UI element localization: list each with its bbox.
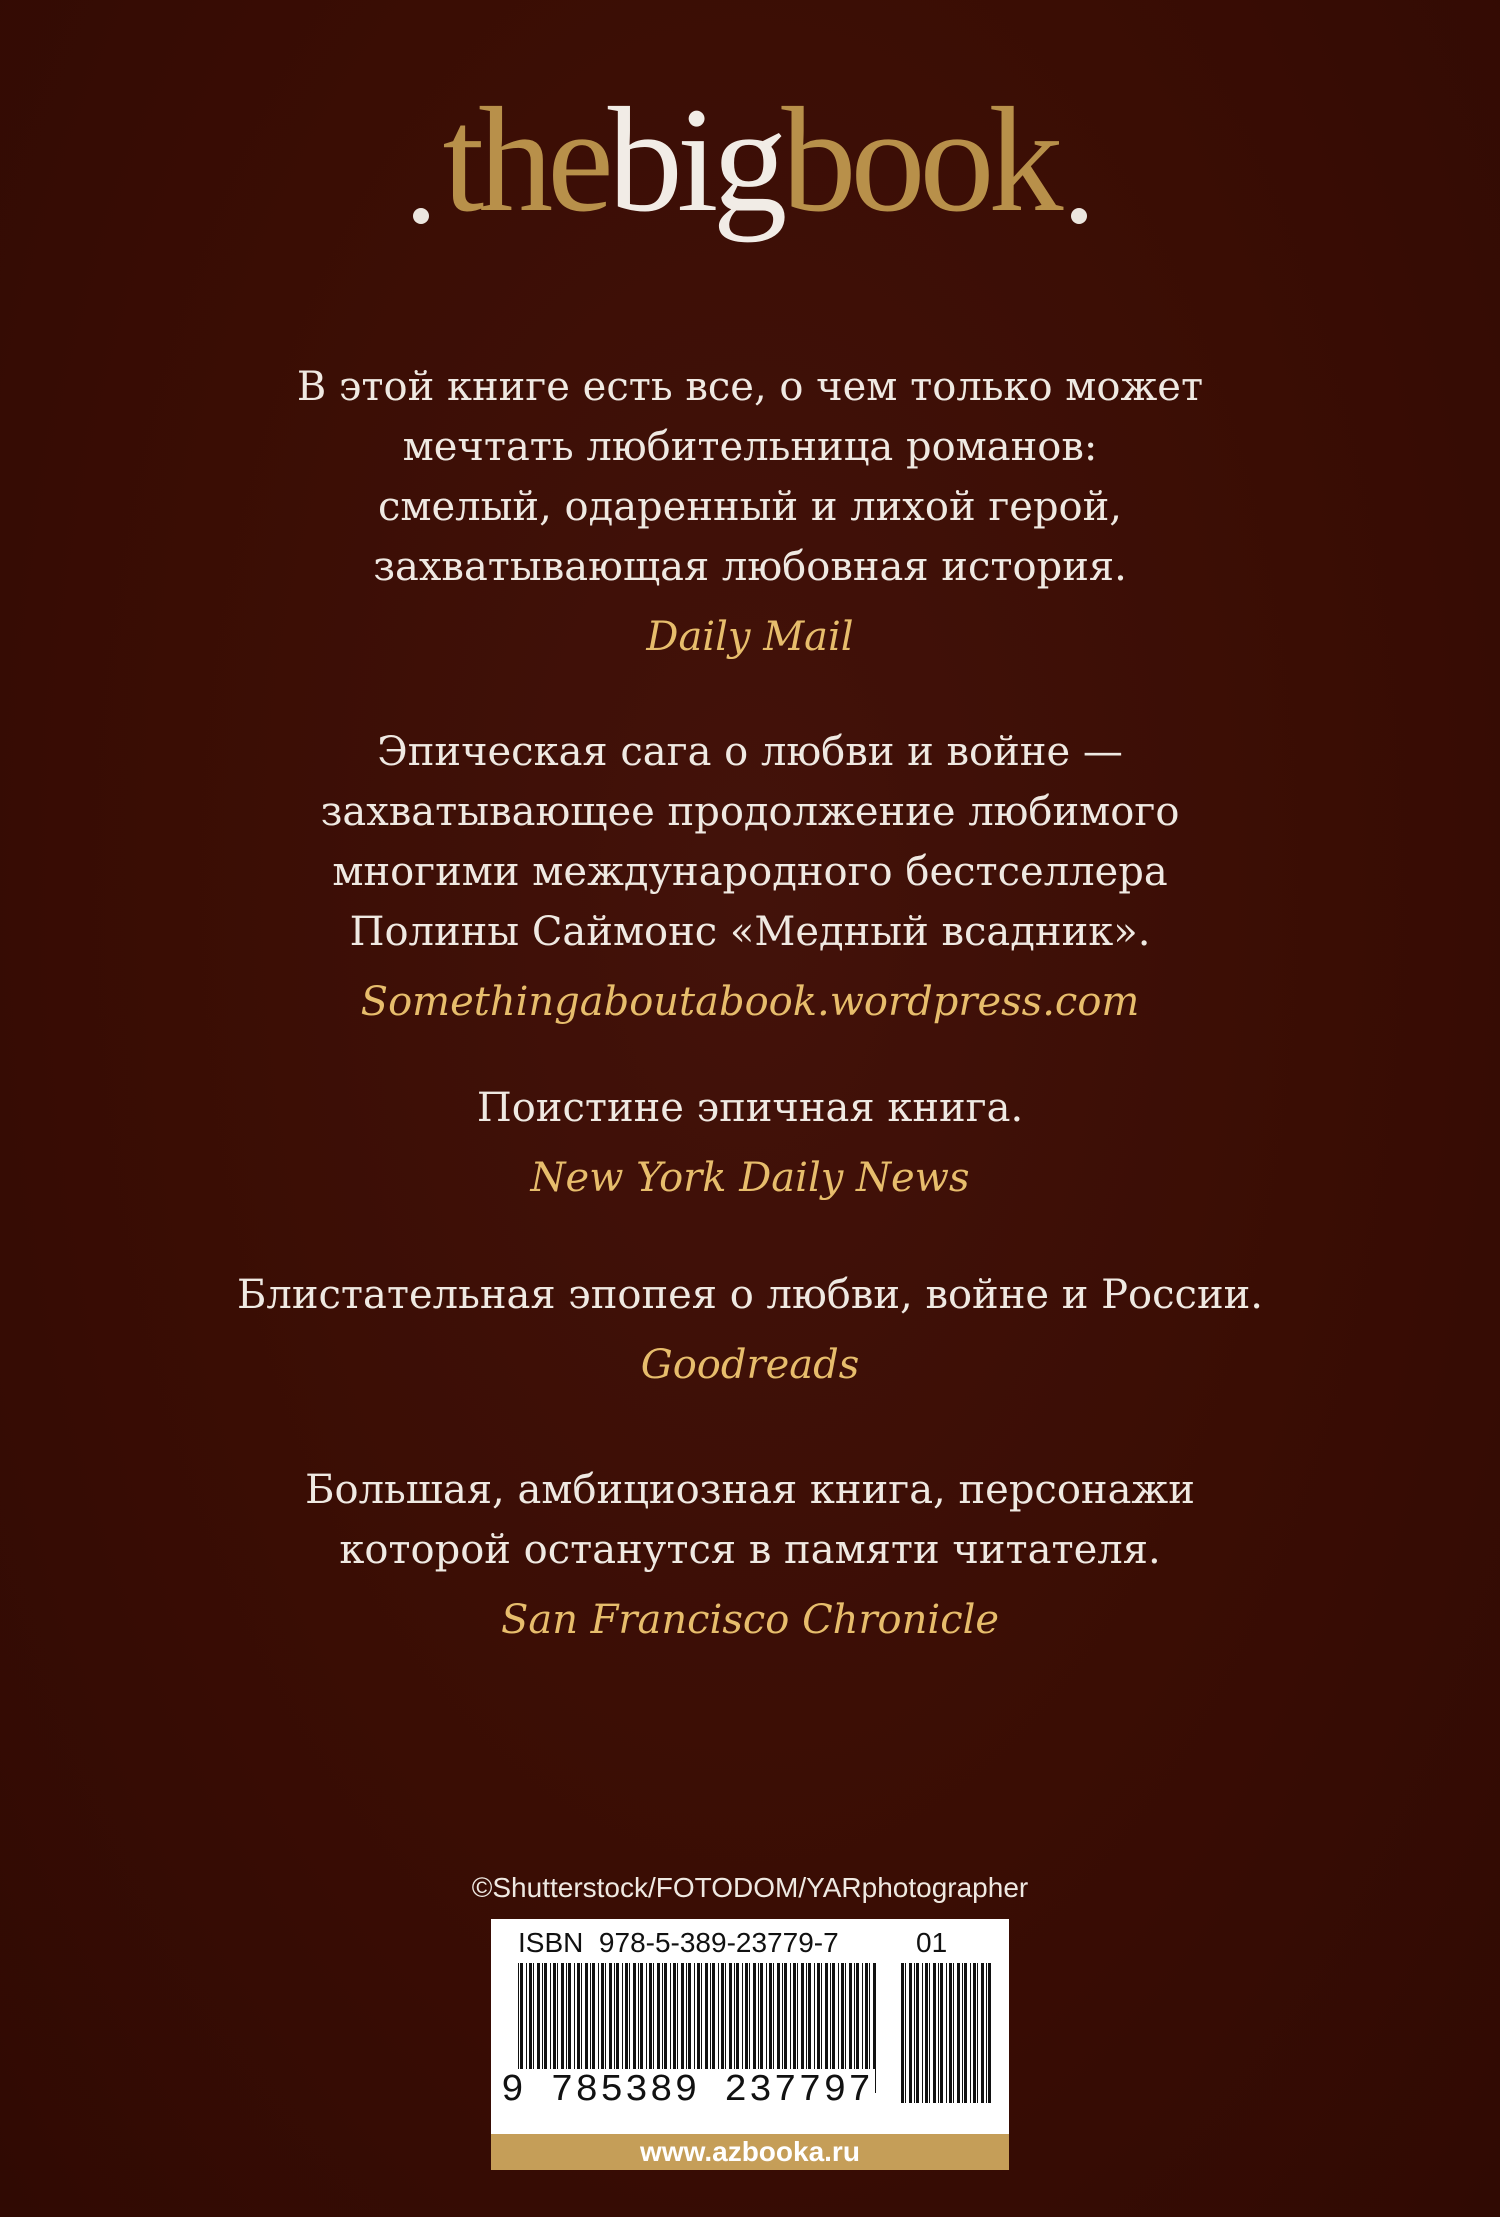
barcode-digits: 9 785389 237797: [501, 2069, 874, 2112]
barcode-bar: [933, 1963, 936, 2103]
review: [0, 722, 1500, 1032]
isbn-addon: 01: [916, 1927, 948, 1958]
barcode-bar: [973, 1963, 976, 2103]
logo-word-the: the: [442, 77, 608, 243]
barcode-addon-bars-icon: [901, 1963, 991, 2103]
review-source: Somethingaboutabook.wordpress.com: [360, 979, 1140, 1025]
logo-dot-right: [1071, 208, 1087, 224]
publisher-logo: [0, 60, 1500, 260]
isbn-label: ISBN: [518, 1927, 584, 1958]
barcode-bar: [905, 1963, 906, 2103]
barcode-bar: [988, 1963, 991, 2103]
barcode-bar: [970, 1963, 971, 2103]
barcode-bar: [901, 1963, 904, 2103]
barcode: [491, 1919, 1009, 2134]
isbn-number: 978-5-389-23779-7: [598, 1927, 839, 1958]
barcode-bar: [981, 1963, 984, 2103]
review-source: Daily Mail: [646, 614, 854, 660]
barcode-bar: [916, 1963, 919, 2103]
barcode-bar: [964, 1963, 967, 2103]
review: [0, 357, 1500, 667]
review-source: Goodreads: [640, 1342, 860, 1388]
barcode-bar: [977, 1963, 978, 2103]
logo-word-big: big: [607, 77, 782, 243]
barcode-bar: [946, 1963, 947, 2103]
barcode-bar: [957, 1963, 960, 2103]
photo-credit: ©Shutterstock/FOTODOM/YARphotographer: [471, 1872, 1029, 1903]
review-source: New York Daily News: [530, 1155, 970, 1201]
review: [0, 1078, 1500, 1208]
review: [0, 1460, 1500, 1650]
barcode-bar: [949, 1963, 952, 2103]
barcode-bar: [938, 1963, 939, 2103]
barcode-bar: [953, 1963, 954, 2103]
barcode-bar: [925, 1963, 928, 2103]
review-quote: Поистине эпичная книга.: [476, 1085, 1024, 1131]
barcode-bar: [940, 1963, 943, 2103]
barcode-bar: [986, 1963, 987, 2103]
barcode-bar: [962, 1963, 963, 2103]
review-quote: В этой книге есть все, о чем только может мечтать любительница романов: смелый, одаренный и лихой герой, захватывающая любовная история.: [296, 364, 1204, 590]
review-source: San Francisco Chronicle: [500, 1597, 1000, 1643]
logo-dot-left: [413, 208, 429, 224]
barcode-bar: [922, 1963, 923, 2103]
publisher-website: www.azbooka.ru: [491, 2134, 1009, 2170]
barcode-bar: [929, 1963, 930, 2103]
review-quote: Большая, амбициозная книга, персонажи которой останутся в памяти читателя.: [305, 1467, 1195, 1573]
logo-word-book: book: [781, 77, 1058, 243]
barcode-bar: [914, 1963, 915, 2103]
review: [0, 1265, 1500, 1395]
review-quote: Блистательная эпопея о любви, войне и России.: [237, 1272, 1263, 1318]
isbn-line: [518, 1927, 839, 1959]
barcode-bar: [909, 1963, 912, 2103]
review-quote: Эпическая сага о любви и войне — захватывающее продолжение любимого многими международного бестселлера Полины Саймонс «Медный всадник».: [320, 729, 1180, 955]
